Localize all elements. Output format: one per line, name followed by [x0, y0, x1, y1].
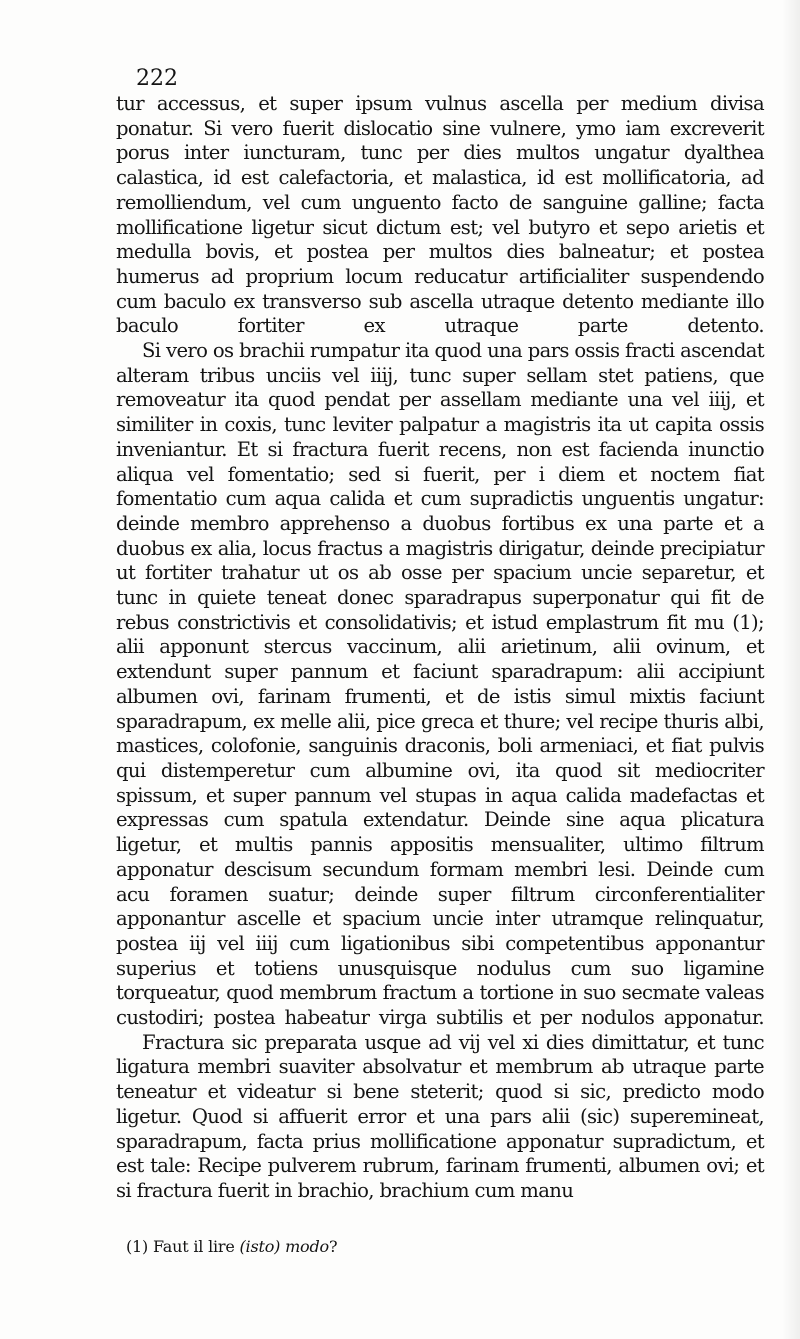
body-text: [116, 92, 764, 1204]
footnote-marker: (1): [126, 1237, 149, 1256]
paragraph-2: Si vero os brachii rumpatur ita quod una pars ossis fracti ascendat alteram tribus unciis vel iiij, tunc super sellam stet patiens, que removeatur ita quod pendat per assellam mediante una vel iiij, et similiter in coxis, tunc leviter palpatur a magistris ita ut capita ossis inveniantur. Et si fractura fuerit recens, non est facienda inunctio aliqua vel fomentatio; sed si fuerit, per i diem et noctem fiat fomentatio cum aqua calida et cum supradictis unguentis ungatur: deinde membro apprehenso a duobus fortibus ex una parte et a duobus ex alia, locus fractus a magistris dirigatur, deinde precipiatur ut fortiter trahatur ut os ab osse per spacium uncie separetur, et tunc in quiete teneat donec sparadrapus superponatur qui fit de rebus constrictivis et consolidativis; et istud emplastrum fit mu (1); alii apponunt stercus vaccinum, alii arietinum, alii ovinum, et extendunt super pannum et faciunt sparadrapum: alii accipiunt albumen ovi, farinam frumenti, et de istis simul mixtis faciunt sparadrapum, ex melle alii, pice greca et thure; vel recipe thuris albi, mastices, colofonie, sanguinis draconis, boli armeniaci, et fiat pulvis qui distemperetur cum albumine ovi, ita quod sit mediocriter spissum, et super pannum vel stupas in aqua calida madefactas et expressas cum spatula extendatur. Deinde sine aqua plicatura ligetur, et multis pannis appositis mensualiter, ultimo filtrum apponatur descisum secundum formam membri lesi. Deinde cum acu foramen suatur; deinde super filtrum circonferentialiter apponantur ascelle et spacium uncie inter utramque relinquatur, postea iij vel iiij cum ligationibus sibi competentibus apponantur superius et totiens unusquisque nodulus cum suo ligamine torqueatur, quod membrum fractum a tortione in suo secmate valeas custodiri; postea habeatur virga subtilis et per nodulos apponatur.: [116, 339, 764, 1030]
paragraph-3: Fractura sic preparata usque ad vij vel xi dies dimittatur, et tunc ligatura membri suaviter absolvatur et membrum ab utraque parte teneatur et videatur si bene steterit; quod si sic, predicto modo ligetur. Quod si affuerit error et una pars alii (sic) superemineat, sparadrapum, facta prius mollificatione apponatur supradictum, et est tale: Recipe pulverem rubrum, farinam frumenti, albumen ovi; et si fractura fuerit in brachio, brachium cum manu: [116, 1030, 764, 1202]
scan-edge-shadow: [782, 0, 800, 1339]
footnote-text: Faut il lire: [152, 1237, 235, 1256]
paragraph-1: tur accessus, et super ipsum vulnus ascella per medium divisa ponatur. Si vero fuerit dislocatio sine vulnere, ymo iam excreverit porus inter iuncturam, tunc per dies multos ungatur dyalthea calastica, id est calefactoria, et malastica, id est mollificatoria, ad remolliendum, vel cum unguento facto de sanguine galline; facta mollificatione ligetur sicut dictum est; vel butyro et sepo arietis et medulla bovis, et postea per multos dies balneatur; et postea humerus ad proprium locum reducatur artificialiter suspendendo cum baculo ex transverso sub ascella utraque detento mediante illo baculo fortiter ex utraque parte detento.: [116, 92, 764, 338]
footnote-italic: (isto) modo: [239, 1237, 329, 1256]
footnote-end: ?: [328, 1237, 338, 1256]
page-number: 222: [136, 66, 178, 91]
footnote: [126, 1236, 337, 1258]
